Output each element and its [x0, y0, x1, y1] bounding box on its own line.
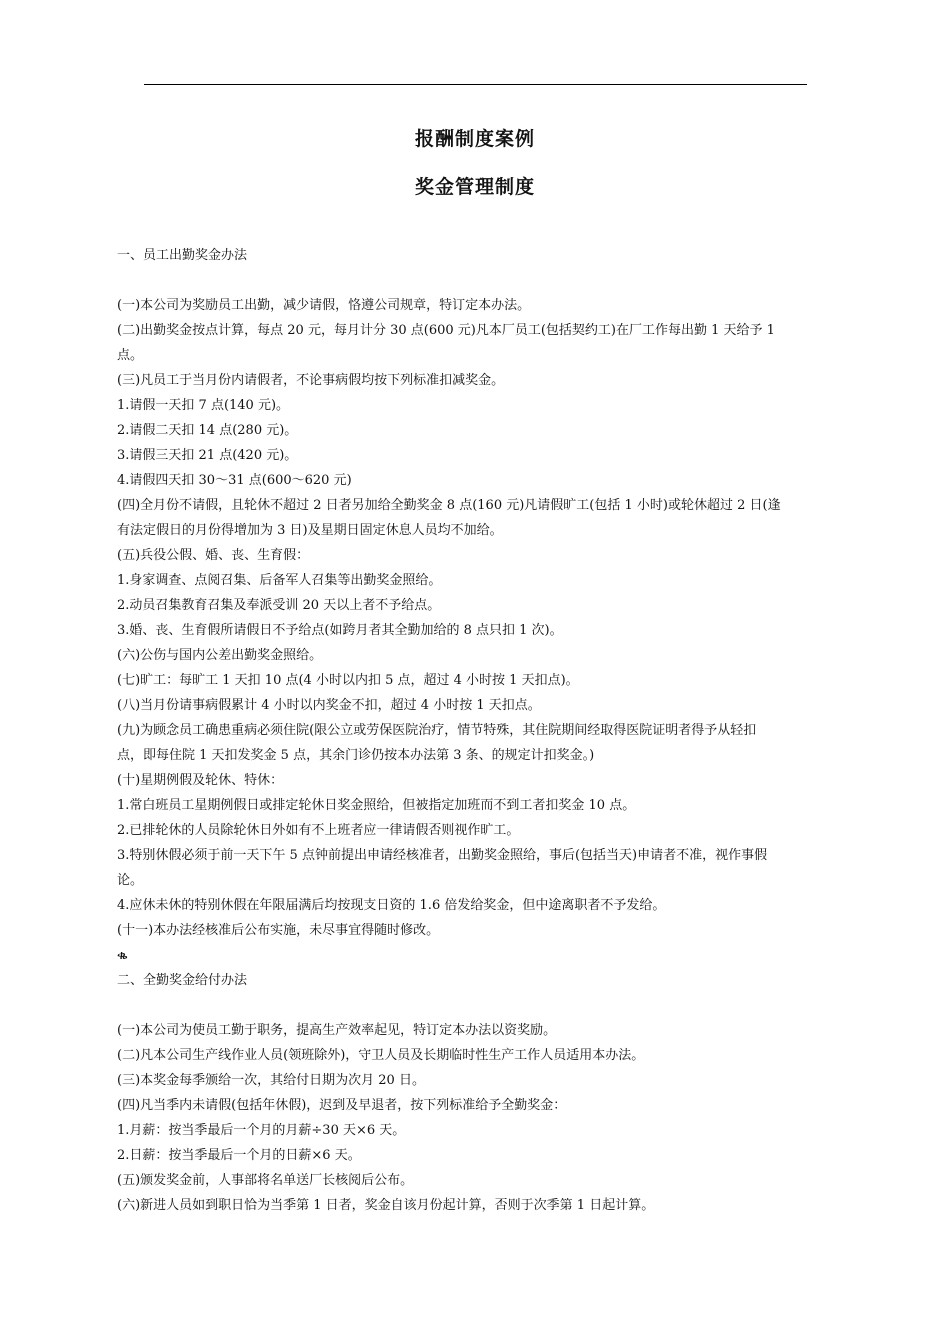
text-line: (二)出勤奖金按点计算，每点 20 元，每月计分 30 点(600 元)凡本厂员工(包括契约工)在厂工作每出勤 1 天给予 1: [117, 323, 775, 338]
text-line: (一)本公司为使员工勤于职务，提高生产效率起见，特订定本办法以资奖励。: [117, 1023, 557, 1038]
text-line: 1.常白班员工星期例假日或排定轮休日奖金照给，但被指定加班而不到工者扣奖金 10 点。: [117, 798, 636, 813]
spacer: [117, 993, 837, 1018]
text-line: (三)凡员工于当月份内请假者，不论事病假均按下列标准扣减奖金。: [117, 373, 505, 388]
text-line: 点。: [117, 348, 144, 363]
document-body: [117, 243, 837, 1218]
text-line: 4.请假四天扣 30～31 点(600～620 元): [117, 473, 352, 488]
text-line: 2.已排轮休的人员除轮休日外如有不上班者应一律请假否则视作旷工。: [117, 823, 520, 838]
text-line: 2.动员召集教育召集及奉派受训 20 天以上者不予给点。: [117, 598, 441, 613]
section-heading: 一、员工出勤奖金办法: [117, 248, 248, 263]
text-line: 3.请假三天扣 21 点(420 元)。: [117, 448, 298, 463]
section-2-lines: [117, 1018, 837, 1218]
text-line: (一)本公司为奖励员工出勤，减少请假，恪遵公司规章，特订定本办法。: [117, 298, 531, 313]
document-title: 报酬制度案例: [414, 128, 535, 150]
text-line: 4.应休未休的特别休假在年限届满后均按现支日资的 1.6 倍发给奖金，但中途离职者不予发给。: [117, 898, 666, 913]
text-line: 1.身家调查、点阅召集、后备军人召集等出勤奖金照给。: [117, 573, 442, 588]
text-line: (四)全月份不请假，且轮休不超过 2 日者另加给全勤奖金 8 点(160 元)凡请假旷工(包括 1 小时)或轮休超过 2 日(逢: [117, 498, 781, 513]
text-line: (四)凡当季内未请假(包括年休假)，迟到及早退者，按下列标准给予全勤奖金：: [117, 1098, 567, 1113]
text-line: (八)当月份请事病假累计 4 小时以内奖金不扣，超过 4 小时按 1 天扣点。: [117, 698, 541, 713]
text-line: 有法定假日的月份得增加为 3 日)及星期日固定休息人员均不加给。: [117, 523, 503, 538]
document-subtitle: 奖金管理制度: [414, 176, 535, 198]
text-line: (九)为顾念员工确患重病必须住院(限公立或劳保医院治疗，情节特殊，其住院期间经取得医院证明者得予从轻扣: [117, 723, 757, 738]
text-line: (三)本奖金每季颁给一次，其给付日期为次月 20 日。: [117, 1073, 425, 1088]
section-1-lines: [117, 293, 837, 943]
text-line: (五)兵役公假、婚、丧、生育假：: [117, 548, 310, 563]
text-line: (二)凡本公司生产线作业人员(领班除外)，守卫人员及长期临时性生产工作人员适用本办法。: [117, 1048, 645, 1063]
text-line: 1.月薪：按当季最后一个月的月薪÷30 天×6 天。: [117, 1123, 406, 1138]
text-line: 2.请假二天扣 14 点(280 元)。: [117, 423, 298, 438]
divider-glyph: ቈ: [117, 948, 128, 963]
text-line: (五)颁发奖金前，人事部将名单送厂长核阅后公布。: [117, 1173, 414, 1188]
text-line: 1.请假一天扣 7 点(140 元)。: [117, 398, 290, 413]
text-line: 点，即每住院 1 天扣发奖金 5 点，其余门诊仍按本办法第 3 条、的规定计扣奖金。): [117, 748, 595, 763]
section-heading: 二、全勤奖金给付办法: [117, 973, 248, 988]
text-line: (十)星期例假及轮休、特休：: [117, 773, 284, 788]
text-line: (七)旷工：每旷工 1 天扣 10 点(4 小时以内扣 5 点，超过 4 小时按 1 天扣点)。: [117, 673, 579, 688]
text-line: 3.婚、丧、生育假所请假日不予给点(如跨月者其全勤加给的 8 点只扣 1 次)。: [117, 623, 563, 638]
text-line: (六)公伤与国内公差出勤奖金照给。: [117, 648, 323, 663]
text-line: (十一)本办法经核准后公布实施，未尽事宜得随时修改。: [117, 923, 440, 938]
text-line: 论。: [117, 873, 144, 888]
text-line: 2.日薪：按当季最后一个月的日薪×6 天。: [117, 1148, 361, 1163]
spacer: [117, 268, 837, 293]
text-line: (六)新进人员如到职日恰为当季第 1 日者，奖金自该月份起计算，否则于次季第 1 日起计算。: [117, 1198, 655, 1213]
header-rule: [144, 84, 807, 85]
text-line: 3.特别休假必须于前一天下午 5 点钟前提出申请经核准者，出勤奖金照给，事后(包括当天)申请者不准，视作事假: [117, 848, 768, 863]
